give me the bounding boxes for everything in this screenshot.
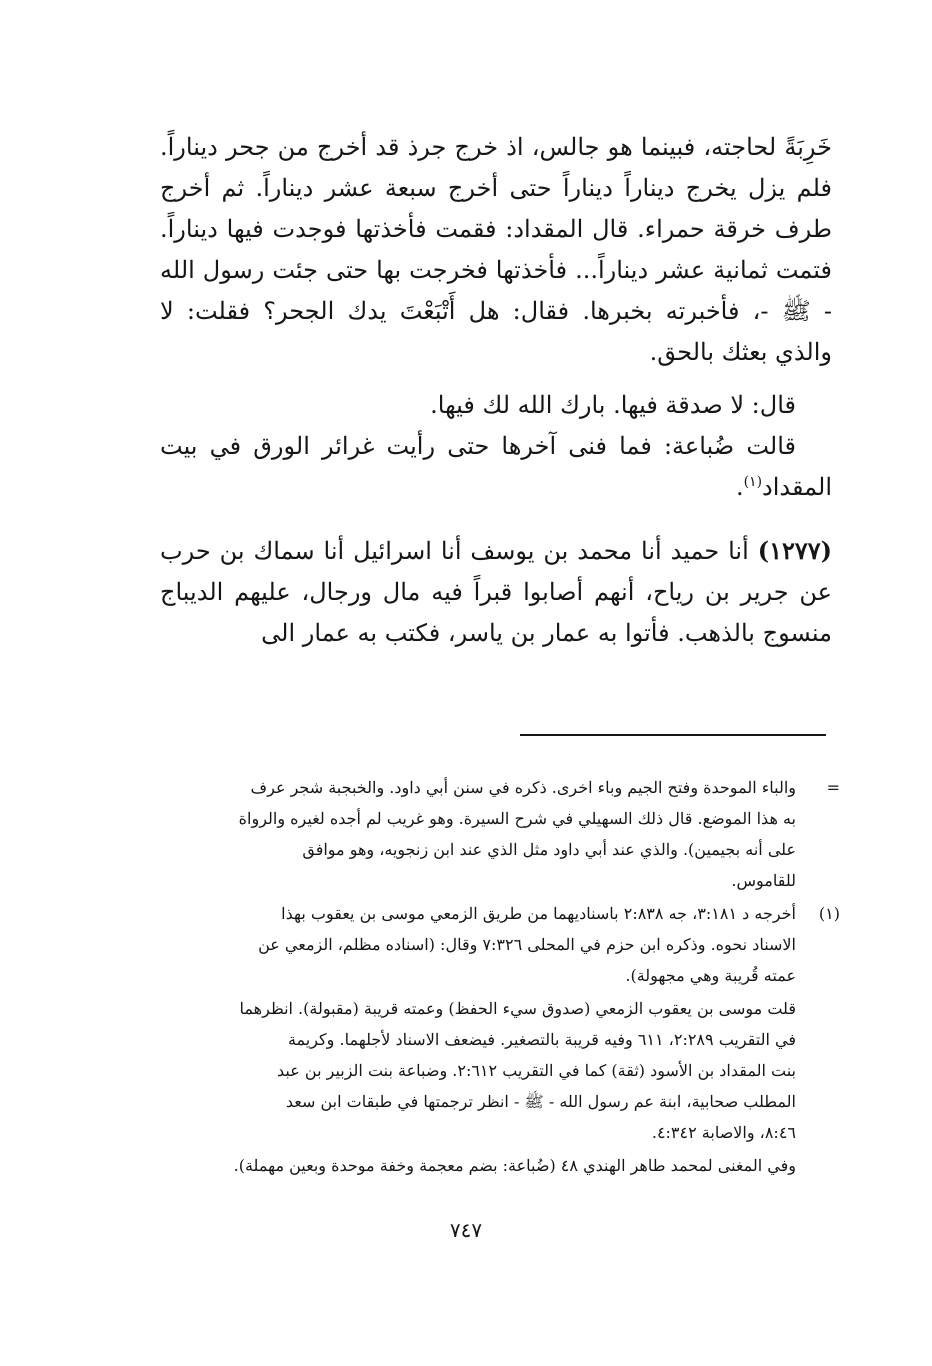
paragraph-text: خَرِبَةً لحاجته، فبينما هو جالس، اذ خرج جرذ قد أخرج من جحر ديناراً. فلم يزل يخرج ديناراً ديناراً حتى أخرج سبعة عشر ديناراً. ثم أخرج طرف خرقة حمراء. قال المقداد: فقمت فأخذتها فوجدت فيها ديناراً. فتمت ثمانية عشر ديناراً... فأخذتها فخرجت بها حتى جئت رسول الله - ﷺ -، فأخبرته بخبرها. فقال: هل أَتْبَعْتَ يدك الجحر؟ فقلت: لا والذي بعثك بالحق. bbox=[160, 133, 832, 366]
footnote-marker bbox=[796, 993, 840, 1148]
paragraph-text: أنا حميد أنا محمد بن يوسف أنا اسرائيل أنا سماك بن حرب عن جرير بن رياح، أنهم أصابوا قبراً فيه مال ورجال، عليهم الديباج منسوج بالذهب. فأتوا به عمار بن ياسر، فكتب به عمار الى bbox=[160, 537, 832, 647]
paragraph-tail: . bbox=[735, 473, 744, 501]
footnote-1-lexical bbox=[160, 1150, 840, 1181]
paragraph-dubaa-saying bbox=[160, 426, 832, 508]
footnote-line: على أنه بجيمين). والذي عند أبي داود مثل الذي عند ابن زنجويه، وهو موافق bbox=[302, 840, 796, 859]
footnote-continuation bbox=[160, 772, 840, 896]
footnote-line: قلت موسى بن يعقوب الزمعي (صدوق سيء الحفظ) وعمته قريبة (مقبولة). انظرهما bbox=[239, 999, 796, 1018]
footnote-line: المطلب صحابية، ابنة عم رسول الله - ﷺ - انظر ترجمتها في طبقات ابن سعد bbox=[285, 1092, 796, 1111]
footnote-marker bbox=[796, 1150, 840, 1181]
main-text bbox=[160, 127, 832, 654]
footnote-marker: = bbox=[826, 778, 840, 797]
footnote-line: أخرجه د ٣:١٨١، جه ٢:٨٣٨ باسنادیهما من طريق الزمعي موسى بن يعقوب بهذا bbox=[281, 904, 796, 923]
footnote-reference[interactable]: (١) bbox=[743, 474, 763, 490]
footnote-line: ٨:٤٦، والاصابة ٤:٣٤٢. bbox=[651, 1123, 796, 1142]
footnote-line: والباء الموحدة وفتح الجيم وباء اخرى. ذكره في سنن أبي داود. والخبجبة شجر عرف bbox=[250, 778, 796, 797]
paragraph-hadith-1277 bbox=[160, 530, 832, 654]
footnote-line: الاسناد نحوه. وذكره ابن حزم في المحلى ٧:٣٢٦ وقال: (اسناده مظلم، الزمعي عن bbox=[258, 935, 796, 954]
footnote-line: في التقريب ٢:٢٨٩، ٦١١ وفيه قريبة بالتصغير. فيضعف الاسناد لأجلهما. وكريمة bbox=[287, 1030, 796, 1049]
footnote-separator bbox=[520, 734, 826, 736]
footnote-marker: (١) bbox=[818, 904, 840, 923]
footnotes bbox=[160, 772, 840, 1181]
footnote-1-commentary bbox=[160, 993, 840, 1148]
footnote-body bbox=[160, 993, 796, 1148]
footnote-body bbox=[160, 1150, 796, 1181]
paragraph-text: قال: لا صدقة فيها. بارك الله لك فيها. bbox=[430, 391, 796, 419]
hadith-number: (١٢٧٧) bbox=[757, 536, 832, 565]
paragraph-narration bbox=[160, 127, 832, 373]
paragraph-text: قالت ضُباعة: فما فنى آخرها حتى رأيت غرائر الورق في بيت المقداد bbox=[160, 432, 832, 501]
footnote-line: عمته قُريبة وهي مجهولة). bbox=[625, 966, 796, 985]
footnote-body bbox=[160, 898, 796, 991]
paragraph-prophet-reply bbox=[160, 385, 832, 426]
footnote-line: وفي المغنى لمحمد طاهر الهندي ٤٨ (ضُباعة: بضم معجمة وخفة موحدة وبعين مهملة). bbox=[233, 1156, 796, 1175]
footnote-line: للقاموس. bbox=[731, 871, 796, 890]
footnote-body bbox=[160, 772, 796, 896]
page-number: ٧٤٧ bbox=[449, 1218, 483, 1242]
footnote-line: به هذا الموضع. قال ذلك السهيلي في شرح السيرة. وهو غريب لم أجده لغيره والرواة bbox=[238, 809, 796, 828]
footnote-1 bbox=[160, 898, 840, 991]
footnote-line: بنت المقداد بن الأسود (ثقة) كما في التقريب ٢:٦١٢. وضباعة بنت الزبير بن عبد bbox=[277, 1061, 796, 1080]
